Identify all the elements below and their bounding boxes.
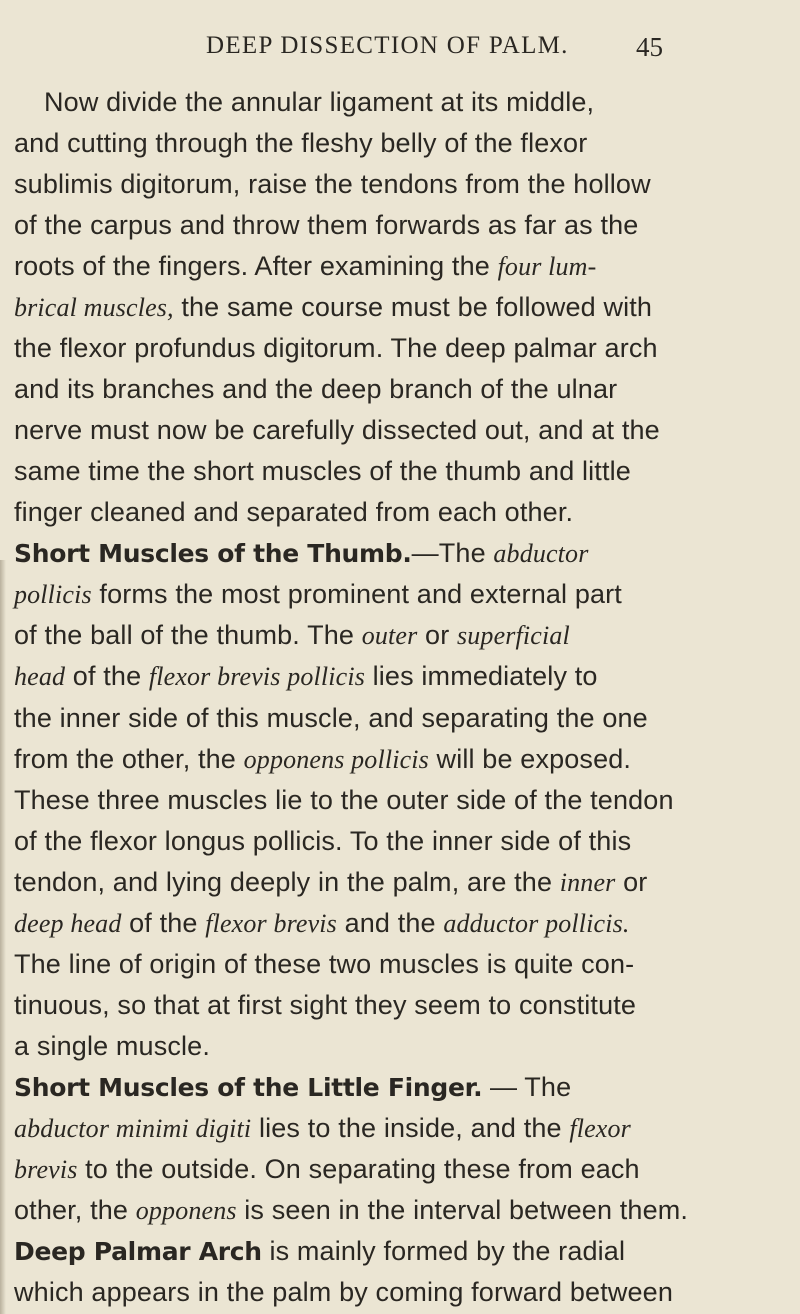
text-line: [14, 948, 634, 980]
text-run: is mainly formed by the radial: [261, 1236, 626, 1266]
text-line: [14, 414, 660, 446]
text-run: the flexor profundus digitorum. The deep palmar arch: [14, 333, 658, 363]
text-run-italic: pollicis: [14, 580, 92, 609]
text-run-italic: flexor brevis: [205, 909, 337, 938]
text-line: [14, 455, 631, 487]
text-line: [14, 784, 674, 816]
text-run-italic: four lum-: [497, 252, 597, 281]
text-run: other, the: [14, 1195, 136, 1225]
section-heading: Short Muscles of the Little Finger.: [14, 1073, 483, 1102]
text-run: tinuous, so that at first sight they seem to constitute: [14, 990, 637, 1020]
text-run: roots of the fingers. After examining the: [14, 251, 498, 281]
text-line: [14, 332, 658, 364]
text-run: —The: [411, 538, 494, 568]
text-line: [14, 1194, 688, 1227]
text-run: of the flexor longus pollicis. To the inner side of this: [14, 826, 632, 856]
text-line: [14, 660, 598, 693]
text-run-italic: head: [14, 662, 66, 691]
text-line: [14, 496, 573, 528]
text-run: to the outside. On separating these from each: [77, 1154, 640, 1184]
text-line: [14, 907, 630, 940]
text-line: [14, 168, 651, 200]
text-line: [14, 1153, 640, 1186]
text-line: [14, 209, 638, 241]
text-run: is seen in the interval between them.: [236, 1195, 689, 1225]
text-line: [14, 743, 631, 776]
text-run: The line of origin of these two muscles is quite con-: [14, 949, 635, 979]
text-run: tendon, and lying deeply in the palm, are the: [14, 867, 560, 897]
text-line: [14, 1276, 673, 1308]
text-line: [44, 86, 594, 118]
text-run: same time the short muscles of the thumb and little: [14, 456, 631, 486]
text-run-italic: flexor brevis pollicis: [148, 662, 365, 691]
text-run-italic: flexor: [569, 1114, 631, 1143]
text-line: [14, 250, 596, 283]
text-line: [14, 373, 617, 405]
text-line: [14, 537, 588, 570]
text-run: and the: [336, 908, 444, 938]
running-head: DEEP DISSECTION OF PALM.: [206, 32, 569, 59]
text-run: sublimis digitorum, raise the tendons from the hollow: [14, 169, 651, 199]
text-run-italic: opponens: [135, 1196, 237, 1225]
text-line: [14, 825, 631, 857]
text-line: [14, 702, 648, 734]
text-run: finger cleaned and separated from each other.: [14, 497, 574, 527]
text-line: [14, 619, 570, 652]
text-line: [14, 1112, 631, 1145]
section-heading: Short Muscles of the Thumb.: [14, 539, 412, 568]
text-line: [14, 866, 647, 899]
text-run: and cutting through the fleshy belly of the flexor: [14, 128, 588, 158]
text-run: — The: [482, 1072, 572, 1102]
text-run: and its branches and the deep branch of the ulnar: [14, 374, 618, 404]
text-line: [14, 1071, 571, 1104]
text-line: [14, 1235, 625, 1268]
text-run: of the ball of the thumb. The: [14, 620, 362, 650]
text-run-italic: brevis: [14, 1155, 78, 1184]
text-run: of the: [121, 908, 206, 938]
text-run-italic: brical muscles,: [14, 293, 174, 322]
text-run: of the: [65, 661, 149, 691]
text-run: the same course must be followed with: [173, 292, 653, 322]
text-line: [14, 1030, 210, 1062]
text-run: will be exposed.: [428, 744, 632, 774]
text-line: [14, 989, 636, 1021]
page-number: 45: [636, 32, 663, 62]
text-line: [14, 578, 622, 611]
text-run: or: [417, 620, 457, 650]
text-run-italic: abductor minimi digiti: [14, 1114, 252, 1143]
text-run: forms the most prominent and external part: [91, 579, 622, 609]
text-run-italic: opponens pollicis: [243, 745, 429, 774]
text-run: the inner side of this muscle, and separating the one: [14, 703, 648, 733]
text-run-italic: inner: [559, 868, 616, 897]
text-run: a single muscle.: [14, 1031, 210, 1061]
text-run-italic: abductor: [493, 539, 589, 568]
text-run: nerve must now be carefully dissected out, and at the: [14, 415, 660, 445]
text-run: from the other, the: [14, 744, 244, 774]
text-line: [14, 291, 652, 324]
text-run-italic: outer: [361, 621, 418, 650]
text-run: or: [615, 867, 648, 897]
section-heading: Deep Palmar Arch: [14, 1237, 262, 1266]
text-run: These three muscles lie to the outer side of the tendon: [14, 785, 674, 815]
text-run-italic: deep head: [14, 909, 122, 938]
text-line: [14, 127, 587, 159]
text-run: lies immediately to: [364, 661, 598, 691]
text-run-italic: adductor pollicis.: [443, 909, 630, 938]
text-run: which appears in the palm by coming forward between: [14, 1277, 673, 1307]
text-run: lies to the inside, and the: [251, 1113, 570, 1143]
text-run-italic: superficial: [457, 621, 570, 650]
text-run: of the carpus and throw them forwards as far as the: [14, 210, 639, 240]
text-run: Now divide the annular ligament at its middle,: [44, 87, 595, 117]
